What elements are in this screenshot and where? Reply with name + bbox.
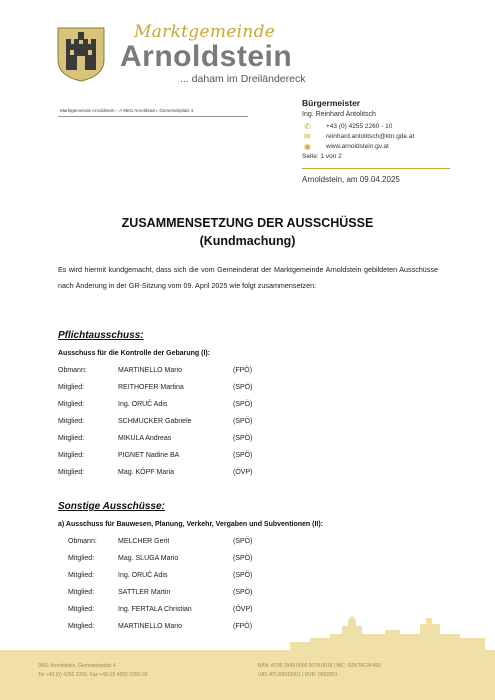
member-name: MARTINELLO Mario bbox=[118, 623, 183, 630]
member-name: MIKULA Andreas bbox=[118, 435, 172, 442]
member-row bbox=[58, 362, 308, 379]
member-party: (SPÖ) bbox=[233, 435, 253, 442]
phone-icon: ✆ bbox=[304, 122, 311, 131]
member-party: (FPÖ) bbox=[233, 623, 253, 630]
sender-address: Marktgemeinde Arnoldstein – A 9601 Arnoldstein, Gemeindeplatz 4 bbox=[60, 108, 194, 113]
contact-web-row[interactable] bbox=[302, 142, 472, 152]
member-list-kontrolle bbox=[58, 362, 308, 481]
member-row bbox=[68, 601, 308, 618]
member-name: PIGNET Nadine BA bbox=[118, 452, 180, 459]
member-party: (ÖVP) bbox=[233, 606, 253, 613]
member-party: (SPÖ) bbox=[233, 384, 253, 391]
footer-phone-line: Tel +43 (0) 4255 2260, Fax +43 (0) 4255 2260-33 bbox=[38, 672, 148, 678]
document-subtitle: (Kundmachung) bbox=[199, 234, 296, 248]
committee-title-kontrolle: Ausschuss für die Kontrolle der Gebarung (I): bbox=[58, 350, 211, 357]
contact-phone-row bbox=[302, 122, 472, 132]
contact-name: Ing. Reinhard Antolitsch bbox=[302, 111, 376, 118]
member-role: Mitglied: bbox=[58, 435, 85, 442]
member-row bbox=[58, 396, 308, 413]
letter-date: Arnoldstein, am 09.04.2025 bbox=[302, 175, 400, 184]
member-role: Mitglied: bbox=[68, 572, 95, 579]
web-icon: ◉ bbox=[304, 142, 311, 151]
member-role: Mitglied: bbox=[58, 469, 85, 476]
contact-email[interactable]: reinhard.antolitsch@ktn.gde.at bbox=[326, 133, 415, 140]
intro-paragraph: Es wird hiermit kundgemacht, dass sich die vom Gemeinderat der Marktgemeinde Arnoldstein gebildeten Ausschüsse nach Änderung in der GR-Sitzung vom 09. April 2025 wie folgt zusammensetzen: bbox=[58, 265, 438, 290]
section-heading-sonstige: Sonstige Ausschüsse: bbox=[58, 501, 165, 512]
contact-divider bbox=[302, 168, 450, 169]
mail-icon: ✉ bbox=[304, 132, 311, 141]
contact-email-row[interactable] bbox=[302, 132, 472, 142]
page-counter: Seite: 1 von 2 bbox=[302, 153, 342, 160]
member-role: Obmann: bbox=[58, 367, 87, 374]
member-role: Mitglied: bbox=[58, 418, 85, 425]
member-name: MELCHER Gerit bbox=[118, 538, 170, 545]
member-party: (SPÖ) bbox=[233, 452, 253, 459]
member-name: SCHMUCKER Gabriele bbox=[118, 418, 192, 425]
member-name: Ing. ORUČ Adis bbox=[118, 401, 168, 408]
contact-phone: +43 (0) 4255 2260 - 10 bbox=[326, 123, 393, 130]
member-row bbox=[68, 584, 308, 601]
member-party: (ÖVP) bbox=[233, 469, 253, 476]
document-title: ZUSAMMENSETZUNG DER AUSSCHÜSSE bbox=[121, 216, 374, 230]
member-role: Mitglied: bbox=[58, 384, 85, 391]
footer-address bbox=[38, 662, 148, 680]
member-name: SATTLER Martin bbox=[118, 589, 171, 596]
member-name: REITHOFER Martina bbox=[118, 384, 184, 391]
member-row bbox=[68, 533, 308, 550]
footer-uid-line: UID: ATU26011001 | DVR: 0002801 bbox=[258, 672, 338, 678]
logo-script-text: Marktgemeinde bbox=[134, 22, 276, 42]
member-row bbox=[68, 567, 308, 584]
member-name: Mag. SLUGA Mario bbox=[118, 555, 179, 562]
section-heading-pflicht: Pflichtausschuss: bbox=[58, 330, 144, 341]
footer-address-line: 9601 Arnoldstein, Gemeindeplatz 4 bbox=[38, 663, 116, 669]
member-row bbox=[58, 464, 308, 481]
member-role: Mitglied: bbox=[68, 589, 95, 596]
member-role: Mitglied: bbox=[68, 623, 95, 630]
member-party: (SPÖ) bbox=[233, 555, 253, 562]
logo-tagline: ... daham im Dreiländereck bbox=[180, 73, 306, 85]
footer-bank-line: BAN: AT36 3949 0000 0078 0018 | BIC: RZKTAT2K490 bbox=[258, 663, 381, 669]
member-party: (SPÖ) bbox=[233, 418, 253, 425]
member-role: Mitglied: bbox=[68, 606, 95, 613]
member-name: Ing. ORUČ Adis bbox=[118, 572, 168, 579]
logo-wordmark: Arnoldstein bbox=[120, 40, 293, 73]
committee-title-bauwesen: a) Ausschuss für Bauwesen, Planung, Verkehr, Vergaben und Subventionen (II): bbox=[58, 521, 324, 528]
member-name: MARTINELLO Mario bbox=[118, 367, 183, 374]
member-name: Ing. FERTALA Christian bbox=[118, 606, 192, 613]
footer-bank bbox=[258, 662, 381, 680]
contact-block bbox=[302, 98, 472, 160]
member-role: Obmann: bbox=[68, 538, 97, 545]
member-party: (SPÖ) bbox=[233, 538, 253, 545]
member-row bbox=[58, 447, 308, 464]
contact-title: Bürgermeister bbox=[302, 98, 361, 108]
member-party: (SPÖ) bbox=[233, 572, 253, 579]
member-name: Mag. KÖPF Maria bbox=[118, 469, 175, 476]
member-row bbox=[68, 618, 308, 635]
crest-icon bbox=[56, 26, 106, 82]
member-list-bauwesen bbox=[68, 533, 308, 635]
member-row bbox=[58, 430, 308, 447]
sender-divider bbox=[58, 116, 248, 117]
member-role: Mitglied: bbox=[68, 555, 95, 562]
member-role: Mitglied: bbox=[58, 452, 85, 459]
member-party: (FPÖ) bbox=[233, 367, 253, 374]
contact-web[interactable]: www.arnoldstein.gv.at bbox=[326, 143, 389, 150]
member-row bbox=[68, 550, 308, 567]
member-row bbox=[58, 379, 308, 396]
skyline-graphic bbox=[290, 612, 485, 652]
member-party: (SPÖ) bbox=[233, 401, 253, 408]
member-party: (SPÖ) bbox=[233, 589, 253, 596]
member-row bbox=[58, 413, 308, 430]
member-role: Mitglied: bbox=[58, 401, 85, 408]
